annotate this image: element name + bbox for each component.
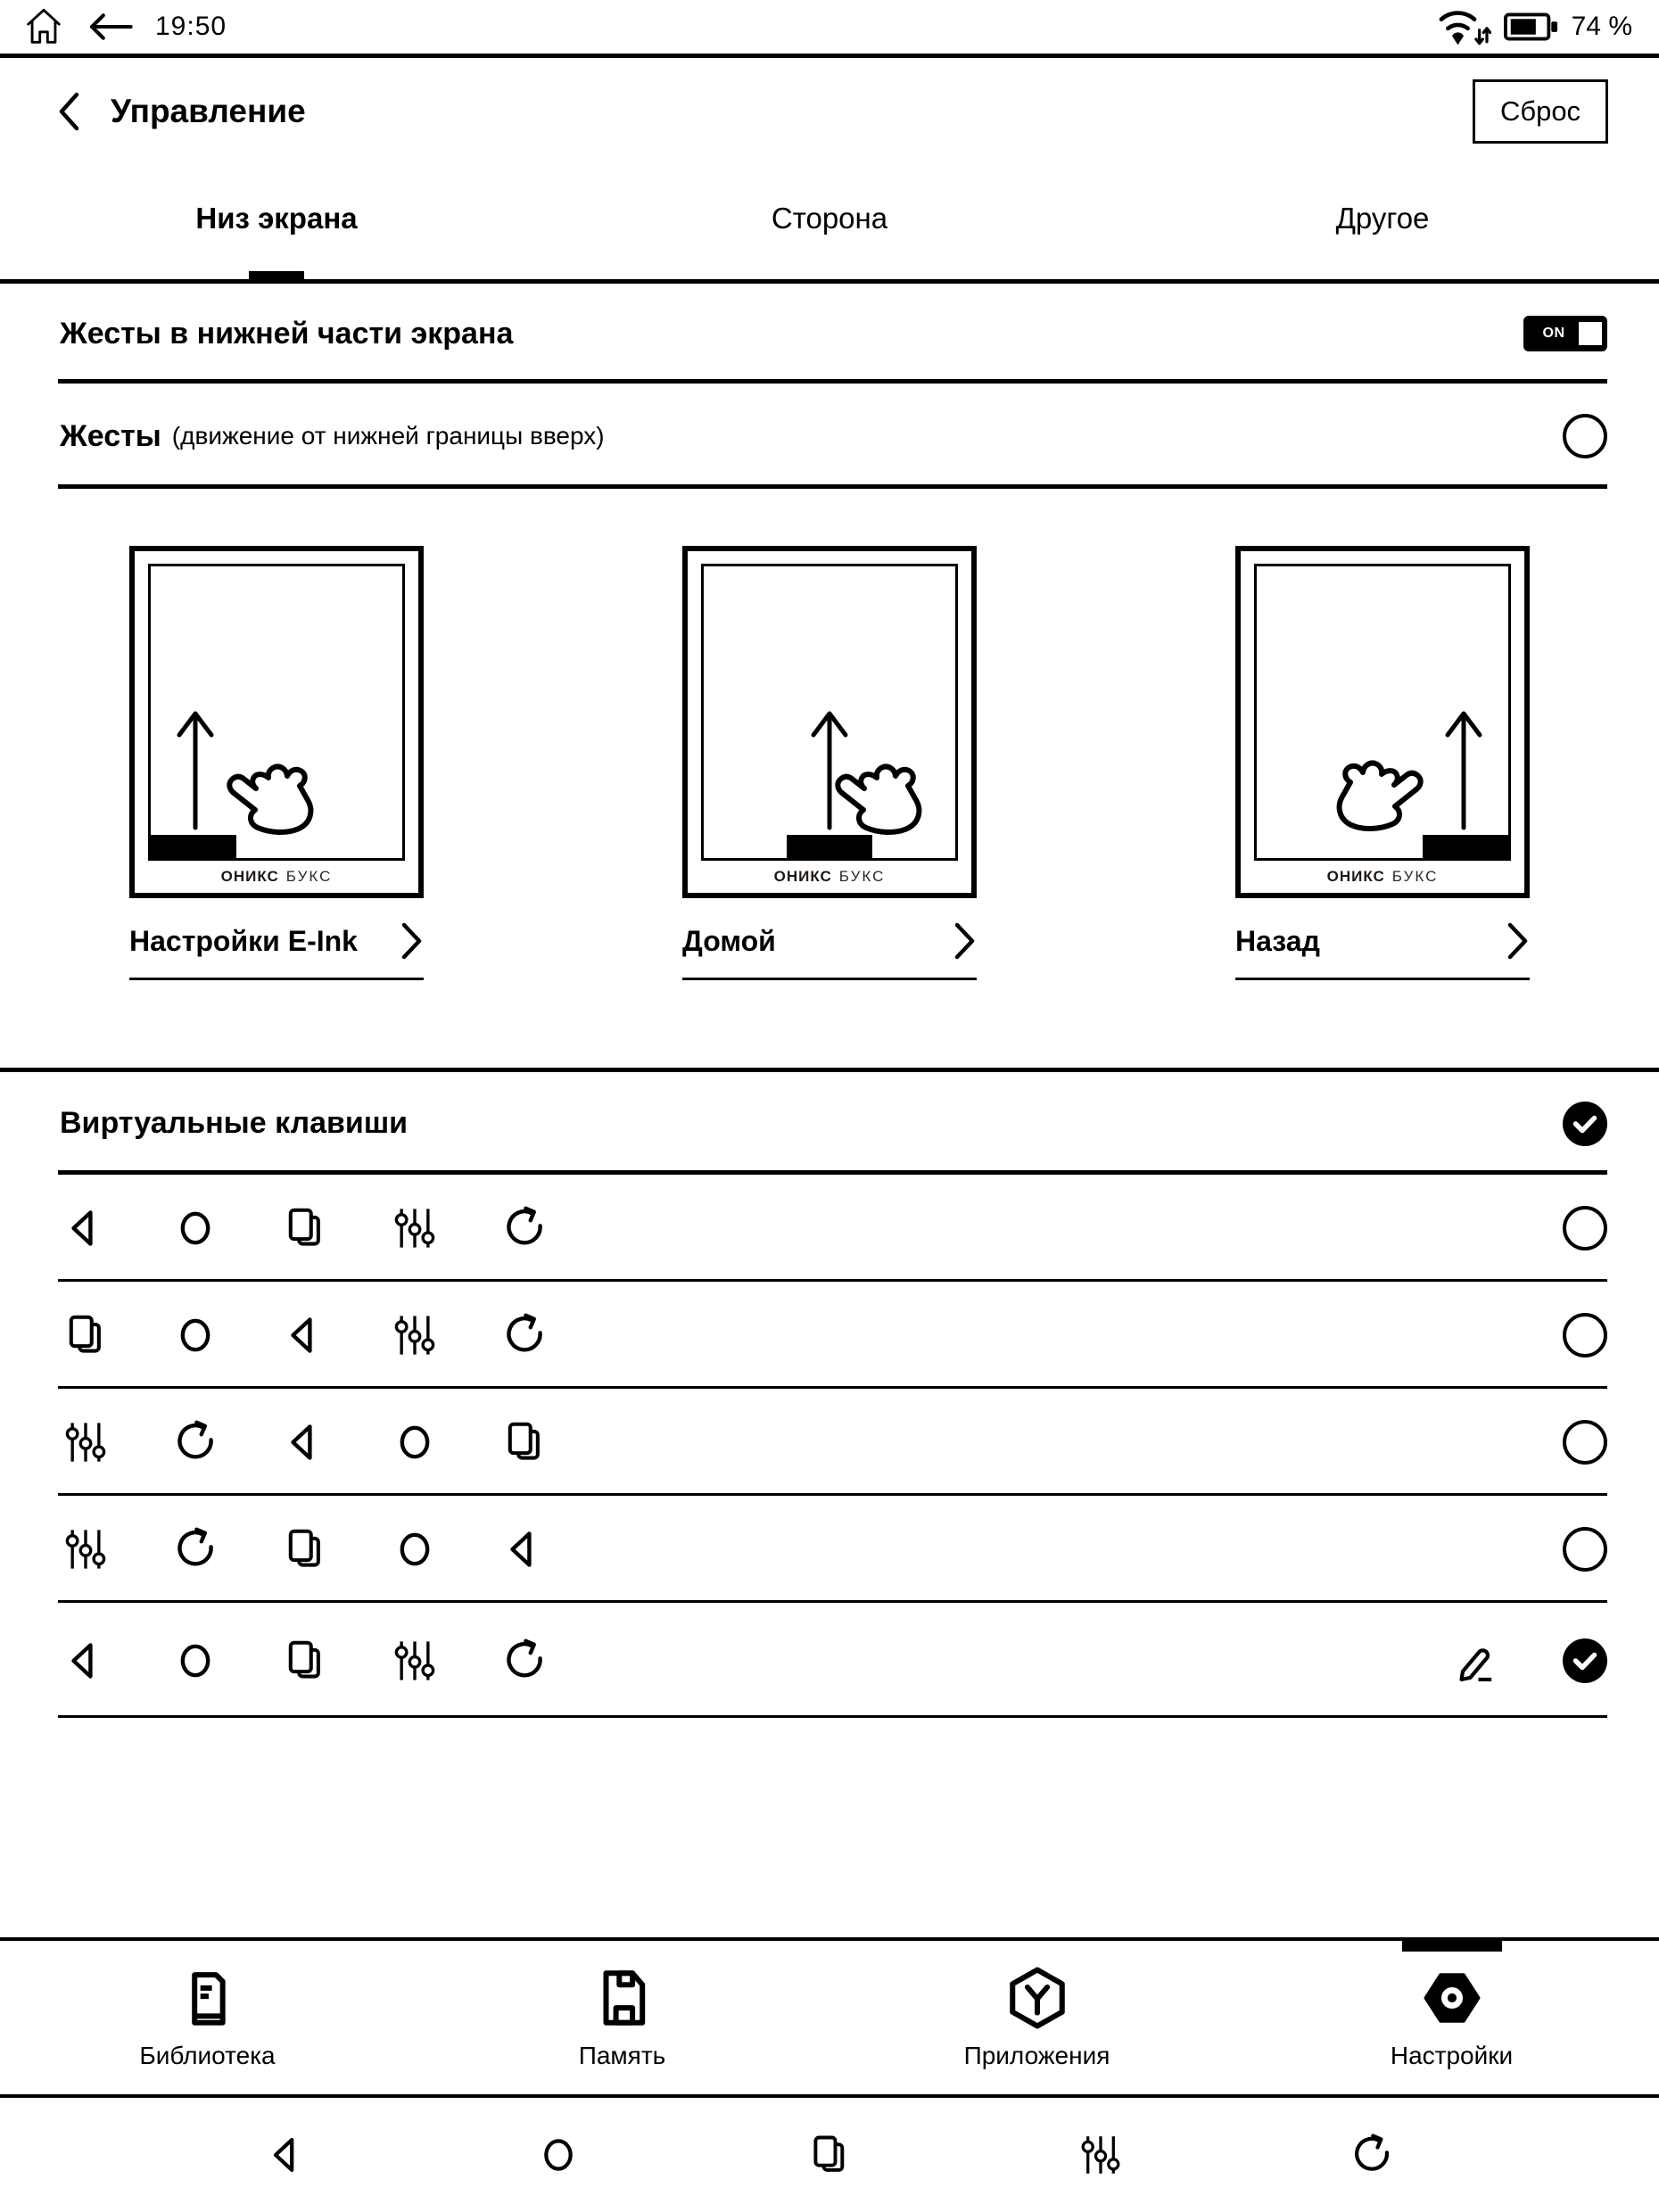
page-title: Управление [111, 93, 306, 129]
brand-logo [135, 861, 418, 893]
on-toggle[interactable] [1523, 316, 1607, 351]
back-key-icon [62, 1637, 110, 1685]
edit-pencil-icon[interactable] [1450, 1636, 1500, 1686]
recents-system-key-icon[interactable] [806, 2132, 853, 2178]
battery-percent-text: 74 % [1571, 12, 1632, 41]
back-system-key-icon[interactable] [264, 2132, 310, 2178]
gesture-card-back [1106, 546, 1659, 1068]
divider [58, 484, 1607, 489]
nav-item-label: Настройки [1390, 2042, 1514, 2069]
chevron-right-icon [399, 920, 424, 962]
virtual-keys-row-3[interactable] [0, 1389, 1659, 1496]
toggle-on-label: ON [1542, 326, 1565, 341]
settings-icon [1419, 1965, 1485, 2031]
pointing-hand-icon [222, 746, 356, 840]
gesture-action-label: Настройки E-Ink [129, 924, 358, 957]
toggle-knob [1579, 322, 1602, 345]
tune-key-icon [62, 1525, 110, 1573]
gesture-action-back[interactable] [1235, 920, 1530, 980]
nav-item-storage[interactable] [415, 1941, 830, 2094]
brand-logo-bold: ОНИКС [220, 868, 279, 885]
refresh-key-icon [171, 1525, 219, 1573]
radio-unselected[interactable] [1563, 1206, 1607, 1250]
refresh-system-key-icon[interactable] [1349, 2132, 1395, 2178]
home-key-icon [391, 1418, 439, 1466]
recents-key-icon [281, 1525, 329, 1573]
storage-icon [590, 1965, 656, 2031]
battery-icon [1504, 11, 1559, 43]
status-bar-left [23, 4, 227, 50]
device-illustration [129, 546, 424, 898]
reset-button[interactable]: Сброс [1473, 79, 1608, 144]
brand-logo-bold: ОНИКС [773, 868, 832, 885]
row-controls [1563, 1206, 1607, 1250]
bottom-navigation [0, 1937, 1659, 2098]
refresh-key-icon [500, 1637, 549, 1685]
back-chevron-icon[interactable] [55, 91, 82, 132]
refresh-key-icon [500, 1311, 549, 1359]
tune-key-icon [391, 1311, 439, 1359]
status-bar-right [1436, 4, 1632, 50]
chevron-right-icon [1505, 920, 1530, 962]
back-key-icon [281, 1418, 329, 1466]
tab-other[interactable]: Другое [1335, 202, 1430, 235]
tune-key-icon [391, 1637, 439, 1685]
wifi-icon [1436, 4, 1491, 50]
home-key-icon [171, 1637, 219, 1685]
swipe-up-arrow-icon [1437, 697, 1490, 831]
gestures-subtitle: (движение от нижней границы вверх) [171, 422, 605, 450]
home-key-icon [391, 1525, 439, 1573]
brand-logo-light: БУКС [1391, 868, 1439, 885]
library-icon [175, 1965, 241, 2031]
gesture-zone-bar [787, 835, 872, 858]
chevron-right-icon [952, 920, 977, 962]
nav-item-label: Приложения [963, 2042, 1110, 2069]
nav-item-label: Библиотека [139, 2042, 276, 2069]
virtual-keys-row-4[interactable] [0, 1496, 1659, 1603]
status-bar [0, 0, 1659, 58]
tune-key-icon [62, 1418, 110, 1466]
brand-logo [1241, 861, 1524, 893]
brand-logo-bold: ОНИКС [1326, 868, 1385, 885]
home-system-key-icon[interactable] [535, 2132, 582, 2178]
header [0, 58, 1659, 165]
pointing-hand-icon [1294, 742, 1428, 837]
virtual-keys-row-1[interactable] [0, 1175, 1659, 1282]
gestures-radio-unselected[interactable] [1563, 414, 1607, 458]
radio-unselected[interactable] [1563, 1313, 1607, 1358]
swipe-up-arrow-icon [169, 697, 222, 831]
nav-item-settings[interactable] [1244, 1941, 1659, 2094]
gesture-action-label: Назад [1235, 924, 1320, 957]
back-key-icon [500, 1525, 549, 1573]
device-screen [1254, 564, 1511, 861]
recents-key-icon [500, 1418, 549, 1466]
recents-key-icon [281, 1637, 329, 1685]
clock-text: 19:50 [155, 12, 227, 41]
back-key-icon [281, 1311, 329, 1359]
apps-icon [1004, 1965, 1070, 2031]
nav-item-label: Память [578, 2042, 666, 2069]
nav-item-library[interactable] [0, 1941, 415, 2094]
device-illustration [1235, 546, 1530, 898]
tab-side[interactable]: Сторона [771, 202, 888, 235]
bottom-gestures-toggle-row [0, 284, 1659, 384]
tune-system-key-icon[interactable] [1077, 2132, 1124, 2178]
nav-item-apps[interactable] [830, 1941, 1244, 2094]
divider [58, 1715, 1607, 1718]
empty-space [0, 1718, 1659, 1937]
bottom-gestures-toggle-title: Жесты в нижней части экрана [60, 316, 514, 351]
tab-bottom-of-screen[interactable]: Низ экрана [0, 165, 553, 279]
row-controls [1563, 1527, 1607, 1572]
virtual-keys-enabled-check-icon[interactable] [1563, 1102, 1607, 1146]
home-key-icon [171, 1311, 219, 1359]
virtual-keys-title: Виртуальные клавиши [60, 1106, 409, 1140]
refresh-key-icon [500, 1204, 549, 1252]
row-controls [1563, 1420, 1607, 1465]
virtual-keys-list [0, 1175, 1659, 1718]
row-controls [1563, 1313, 1607, 1358]
virtual-keys-header-row [0, 1072, 1659, 1175]
row-controls [1450, 1636, 1607, 1686]
gesture-card-home [553, 546, 1106, 1068]
gesture-card-eink [0, 546, 553, 1068]
gesture-zone-bar [1423, 835, 1508, 858]
gestures-mode-row [0, 384, 1659, 489]
home-key-icon [171, 1204, 219, 1252]
device-illustration [682, 546, 977, 898]
device-screen [148, 564, 405, 861]
brand-logo-light: БУКС [285, 868, 333, 885]
recents-key-icon [281, 1204, 329, 1252]
system-navigation-bar [0, 2098, 1659, 2212]
radio-unselected[interactable] [1563, 1420, 1607, 1465]
refresh-key-icon [171, 1418, 219, 1466]
gesture-action-home[interactable] [682, 920, 977, 980]
radio-unselected[interactable] [1563, 1527, 1607, 1572]
gestures-title: Жесты [60, 418, 161, 453]
recents-key-icon [62, 1311, 110, 1359]
brand-logo [688, 861, 971, 893]
pointing-hand-icon [830, 746, 958, 840]
virtual-keys-row-5[interactable] [0, 1603, 1659, 1718]
tune-key-icon [391, 1204, 439, 1252]
virtual-keys-row-2[interactable] [0, 1282, 1659, 1389]
active-tab-indicator [1402, 1941, 1502, 1952]
home-icon[interactable] [23, 4, 64, 50]
gesture-action-eink[interactable] [129, 920, 424, 980]
gesture-zone-bar [151, 835, 236, 858]
back-arrow-icon[interactable] [84, 7, 136, 46]
brand-logo-light: БУКС [838, 868, 886, 885]
device-screen [701, 564, 958, 861]
gesture-cards-section [0, 489, 1659, 1072]
selected-check-icon[interactable] [1563, 1638, 1607, 1683]
back-key-icon [62, 1204, 110, 1252]
gesture-action-label: Домой [682, 924, 776, 957]
tab-bar [0, 165, 1659, 284]
